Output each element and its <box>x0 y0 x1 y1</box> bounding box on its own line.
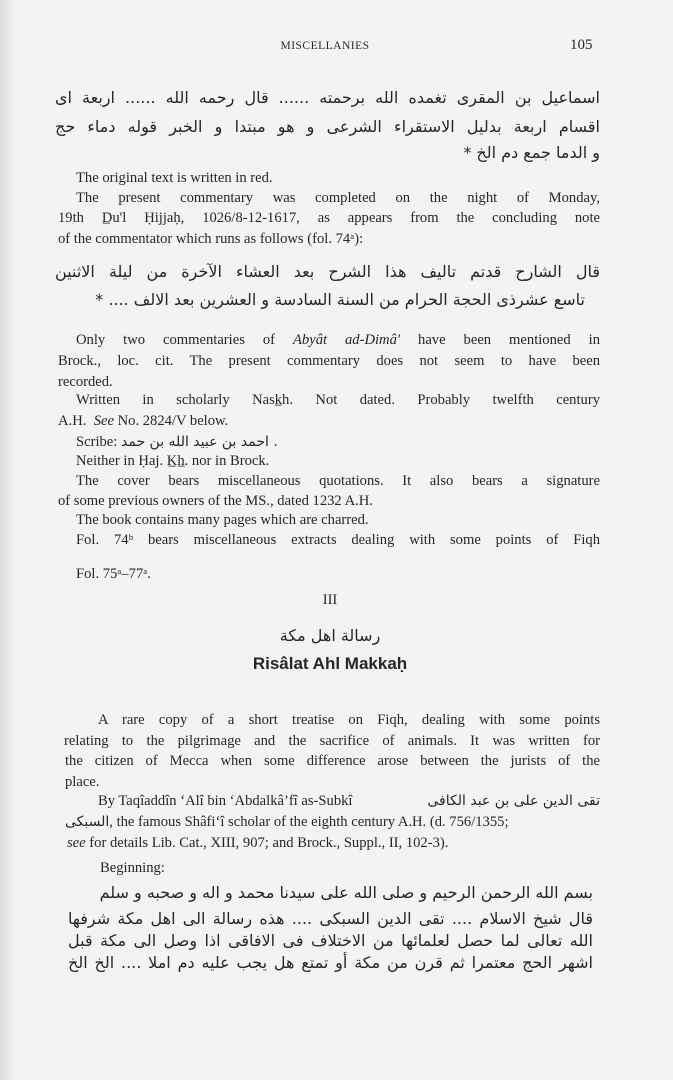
arabic-line: الله تعالى لما حصل لعلمائها من الاختلاف فى الافاقى اذا وصل الى مكة قبل <box>68 931 593 950</box>
paragraph-line <box>98 791 600 811</box>
arabic-line: و الدما جمع دم الخ * <box>463 143 600 162</box>
paragraph-line: The cover bears miscellaneous quotations. It also bears a signature <box>76 473 600 489</box>
text: see <box>67 835 86 851</box>
section-number: III <box>322 592 338 608</box>
paragraph-line <box>76 330 600 350</box>
text: for details Lib. Cat., XIII, 907; and Brock., Suppl., II, 102-3). <box>89 835 449 851</box>
section-arabic-title: رسالة اهل مكة <box>279 626 381 645</box>
paragraph-line: of some previous owners of the MS., dated 1232 A.H. <box>58 493 373 509</box>
paragraph-line: Fol. 74ᵇ bears miscellaneous extracts dealing with some points of Fiqh <box>76 532 600 548</box>
text: Only two commentaries of <box>76 332 276 348</box>
paragraph-line: Written in scholarly Nask̲h. Not dated. Probably twelfth century <box>76 392 600 408</box>
paragraph-line: relating to the pilgrimage and the sacrifice of animals. It was written for <box>64 733 600 749</box>
paragraph-line: The present commentary was completed on the night of Monday, <box>76 190 600 206</box>
work-title: Abyât ad-Dimâ' <box>293 332 401 348</box>
page-edge-shadow <box>0 0 14 1080</box>
paragraph-line: the citizen of Mecca when some difference arose between the jurists of the <box>65 753 600 769</box>
text: No. 2824/V below. <box>117 413 229 429</box>
arabic-line: اشهر الحج معتمرا ثم قرن من مكة أو تمتع هل يجب عليه دم املا .... الخ الخ <box>68 953 593 972</box>
paragraph-line: of the commentator which runs as follows (fol. 74ᵃ): <box>58 231 364 247</box>
author-name: By Taqîaddîn ‘Alî bin ‘Abdalkâ’fî as-Subkî <box>98 793 353 809</box>
arabic-line: قال شيخ الاسلام .... تقى الدين السبكى .... هذه رسالة الى اهل مكة شرفها <box>68 909 593 928</box>
scribe-label: Scribe: <box>76 434 118 450</box>
text: A.H. <box>58 413 87 429</box>
arabic-line: اسماعيل بن المقرى تغمده الله برحمته ...... قال رحمه الله ...... اربعة اى <box>55 88 600 107</box>
paragraph-line: Neither in Ḥaj. K̲h̲. nor in Brock. <box>76 453 270 469</box>
paragraph-line: The book contains many pages which are charred. <box>76 512 369 528</box>
paragraph-line <box>67 833 448 853</box>
paragraph-line <box>58 411 228 431</box>
paragraph-line: A rare copy of a short treatise on Fiqh, dealing with some points <box>98 712 600 728</box>
section-title: Risâlat Ahl Makkaḥ <box>252 654 408 673</box>
arabic-line: بسم الله الرحمن الرحيم و صلى الله على سيدنا محمد و اله و صحبه و سلم <box>99 883 593 902</box>
text: have been mentioned in <box>418 332 600 348</box>
paragraph-line: recorded. <box>58 374 113 390</box>
arabic-line: اقسام اربعة بدليل الاستقراء الشرعى و هو مبتدا و الخبر قوله دماء حج <box>55 117 600 136</box>
author-arabic: تقى الدين على بن عبد الكافى <box>427 793 600 809</box>
scribe-name: احمد بن عبيد الله بن حمد . <box>121 434 278 450</box>
paragraph-line: Brock., loc. cit. The present commentary does not seem to have been <box>58 353 600 369</box>
author-arabic: السبكى <box>65 814 110 830</box>
paragraph-line: The original text is written in red. <box>76 170 273 186</box>
paragraph-line: 19th D̲u'l Ḥijjaḥ, 1026/8-12-1617, as appears from the concluding note <box>58 210 600 226</box>
text: , the famous Shâfi‘î scholar of the eighth century A.H. (d. 756/1355; <box>109 814 509 830</box>
scribe-line <box>76 432 278 452</box>
paragraph-line: place. <box>65 774 100 790</box>
beginning-label: Beginning: <box>100 860 165 876</box>
arabic-line: قال الشارح قدتم تاليف هذا الشرح بعد العشاء الآخرة من ليلة الاثنين <box>55 262 600 281</box>
running-title: MISCELLANIES <box>280 40 370 52</box>
text: See <box>93 413 114 429</box>
page-number: 105 <box>570 37 593 53</box>
arabic-line: تاسع عشرذى الحجة الحرام من السنة السادسة و العشرين بعد الالف .... * <box>95 290 585 309</box>
paragraph-line: Fol. 75ᵃ–77ᵃ. <box>76 566 151 582</box>
paragraph-line <box>65 812 509 832</box>
